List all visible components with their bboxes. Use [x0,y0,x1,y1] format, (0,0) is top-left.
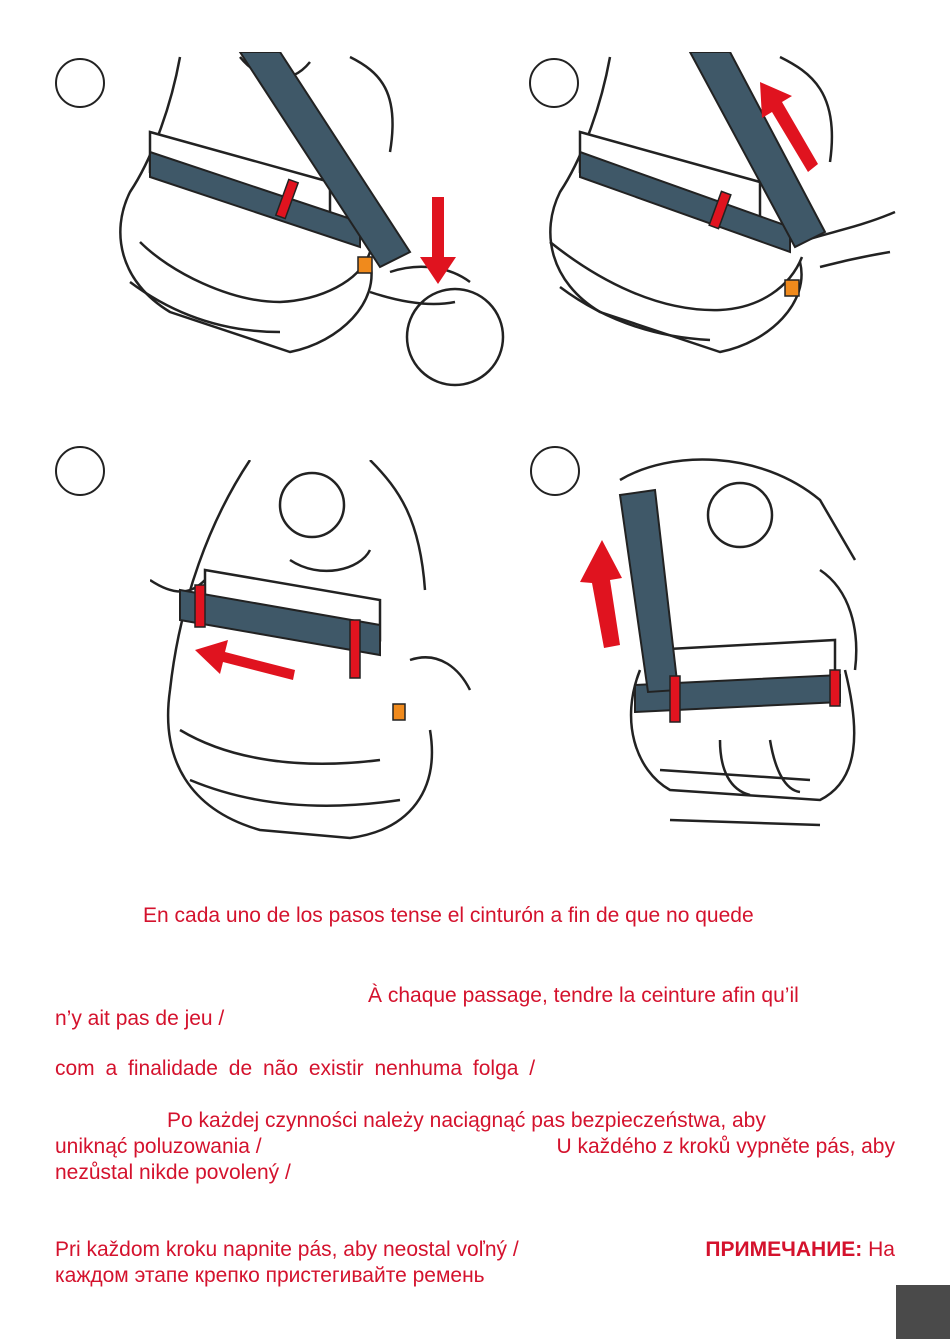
text-sk-ru [55,1237,895,1289]
text-pt-line: com a finalidade de não existir nenhuma folga / [55,1057,536,1080]
step-number-circle-4 [530,446,580,496]
text-es-line: En cada uno de los pasos tense el cinturón a fin de que no quede [143,904,754,927]
text-pl-cs [55,1108,895,1186]
text-es [55,903,895,929]
text-sk-line: Pri každom kroku napnite pás, aby neostal voľný / [55,1238,519,1261]
text-fr-line-2: n’y ait pas de jeu / [55,1007,225,1030]
text-ru-line-2: каждом этапе крепко пристегивайте ремень [55,1264,485,1287]
step-2-illustration [540,52,900,397]
text-pl-cs-line [55,1134,895,1160]
text-fr-line-1: À chaque passage, tendre la ceinture afin qu’il [368,984,799,1007]
step-number-circle-1 [55,58,105,108]
text-cs-line-2: nezůstal nikde povolený / [55,1161,291,1184]
step-1-illustration [110,52,510,392]
text-ru-start [705,1237,895,1263]
step-3-illustration [150,460,480,845]
text-ru-label: ПРИМЕЧАНИЕ: [705,1238,863,1261]
text-fr [55,983,895,1032]
text-cs-line-1: U každého z kroků vypněte pás, aby [556,1135,895,1158]
text-pl-line-2: uniknąć poluzowania / [55,1135,262,1158]
page-corner-tab [896,1285,950,1339]
step-number-circle-3 [55,446,105,496]
text-sk-ru-line [55,1237,895,1263]
step-4-illustration [580,440,870,830]
text-pt [55,1056,895,1082]
text-pl-line-1: Po każdej czynności należy naciągnąć pas bezpieczeństwa, aby [167,1109,766,1132]
text-ru-line-1: На [868,1238,895,1261]
